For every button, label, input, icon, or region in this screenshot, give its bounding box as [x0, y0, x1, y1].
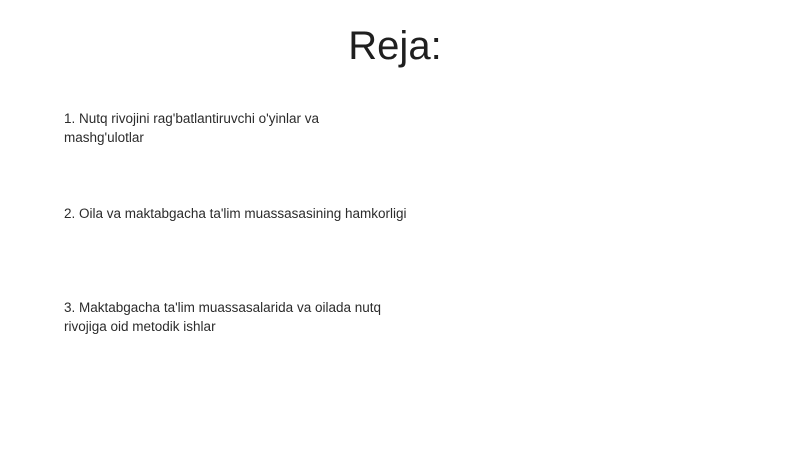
slide-title: Reja:: [348, 24, 442, 68]
plan-item-3: 3. Maktabgacha ta'lim muassasalarida va oilada nutq rivojiga oid metodik ishlar: [64, 300, 382, 334]
plan-item-2: 2. Oila va maktabgacha ta'lim muassasasining hamkorligi: [64, 206, 407, 221]
plan-item-1: 1. Nutq rivojini rag'batlantiruvchi o'yinlar va mashg'ulotlar: [64, 111, 320, 145]
